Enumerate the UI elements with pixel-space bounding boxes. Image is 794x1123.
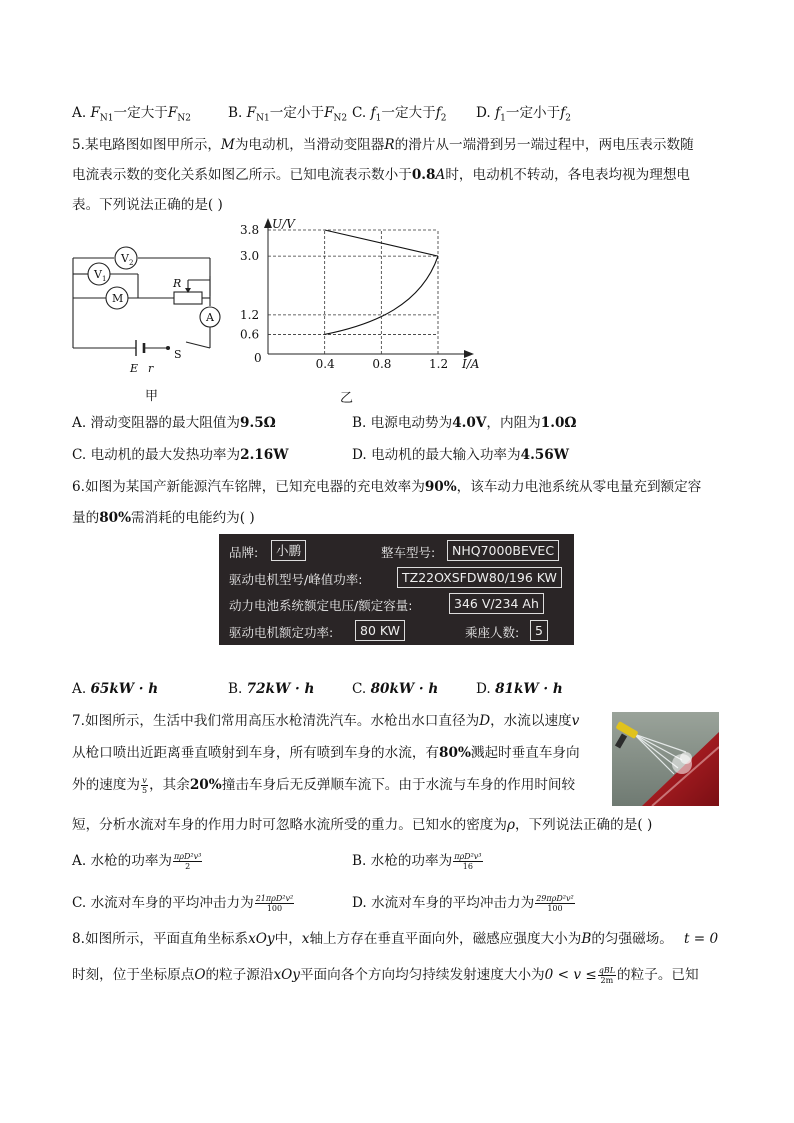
q5-option-b: B. 电源电动势为4.0V，内阻为1.0Ω xyxy=(352,415,577,431)
graph-ylabel: U/V xyxy=(272,217,295,231)
plate-battery-label: 动力电池系统额定电压/额定容量: xyxy=(229,598,413,613)
ytick-label: 3.0 xyxy=(240,249,260,264)
q7-stem-line4: 短，分析水流对车身的作用力时可忽略水流所受的重力。已知水的密度为ρ，下列说法正确的是( ) xyxy=(72,817,653,833)
internal-r-label: r xyxy=(148,362,154,375)
plate-model: NHQ7000BEVEC xyxy=(447,540,559,561)
vehicle-nameplate xyxy=(219,534,574,645)
q5-stem-line2: 电流表示数的变化关系如图乙所示。已知电流表示数小于0.8A时，电动机不转动，各电表均视为理想电 xyxy=(72,167,691,183)
graph-origin: 0 xyxy=(254,351,262,365)
q7-stem-line1: 7.如图所示，生活中我们常用高压水枪清洗汽车。水枪出水口直径为D，水流以速度v xyxy=(72,713,580,729)
v2-sub: 2 xyxy=(129,259,134,267)
plate-motor-label: 驱动电机型号/峰值功率: xyxy=(229,572,363,587)
v2-label: V xyxy=(121,252,129,265)
ui-graph xyxy=(238,214,488,374)
xtick-label: 0.4 xyxy=(315,357,335,371)
q6-option-b: B. 72kW · h xyxy=(228,681,315,697)
q7-stem-line2: 从枪口喷出近距离垂直喷射到车身，所有喷到车身的水流，有80%溅起时垂直车身向 xyxy=(72,745,580,761)
q6-stem-line2: 量的80%需消耗的电能约为( ) xyxy=(72,510,255,526)
q5-option-a: A. 滑动变阻器的最大阻值为9.5Ω xyxy=(72,415,276,431)
q6-option-a: A. 65kW · h xyxy=(72,681,159,697)
plate-seats-label: 乘座人数: xyxy=(465,625,520,640)
graph-xlabel: I/A xyxy=(462,357,480,371)
ytick-label: 3.8 xyxy=(240,223,260,237)
q6-option-d: D. 81kW · h xyxy=(476,681,563,697)
switch-label: S xyxy=(174,348,182,361)
circuit-caption: 甲 xyxy=(145,389,159,404)
q7-option-a: A. 水枪的功率为 $\frac{\text{πρD²v³}}{2}$ xyxy=(72,852,202,871)
q5-option-d: D. 电动机的最大输入功率为4.56W xyxy=(352,447,569,463)
plate-battery: 346 V/234 Ah xyxy=(449,593,544,614)
xtick-label: 0.8 xyxy=(372,357,392,371)
q7-option-b: B. 水枪的功率为 $\frac{\text{πρD²v³}}{16}$ xyxy=(352,852,482,871)
q4-option-d: D. $f_1$一定小于$f_2$ xyxy=(476,105,572,124)
ammeter-label: A xyxy=(206,311,214,324)
circuit-diagram xyxy=(68,238,228,378)
ytick-label: 0.6 xyxy=(240,327,260,342)
v1-sub: 1 xyxy=(102,275,107,283)
plate-brand: 小鹏 xyxy=(271,540,306,561)
resistor-label: R xyxy=(173,277,182,290)
motor-label: M xyxy=(112,292,124,305)
q7-option-c: C. 水流对车身的平均冲击力为 $\frac{\text{21πρD²v²}}{100}$ xyxy=(72,894,294,913)
q4-option-b: B. $F_{N1}$一定小于$F_{N2}$ xyxy=(228,105,348,124)
graph-caption: 乙 xyxy=(340,391,354,406)
xtick-label: 1.2 xyxy=(429,357,449,371)
q5-option-c: C. 电动机的最大发热功率为2.16W xyxy=(72,447,289,463)
q8-stem-line1: 8.如图所示，平面直角坐标系xOy中，x轴上方存在垂直平面向外，磁感应强度大小为B的匀强磁场。 t = 0 xyxy=(72,931,719,947)
q6-option-c: C. 80kW · h xyxy=(352,681,439,697)
plate-motor: TZ22OXSFDW80/196 KW xyxy=(397,567,562,588)
q4-option-a: A. $F_{N1}$一定大于$F_{N2}$ xyxy=(72,105,191,124)
q8-stem-line2: 时刻，位于坐标原点O的粒子源沿xOy平面向各个方向均匀持续发射速度大小为0 < v ≤ $\frac{\text{qBL}}{2m}$ 的粒子。已知 xyxy=(72,966,699,985)
emf-label: E xyxy=(130,362,139,375)
car-wash-photo xyxy=(612,712,719,806)
q7-stem-line3: 外的速度为 $\frac{v}{5}$ ，其余20%撞击车身后无反弹顺车流下。由于水流与车身的作用时间较 xyxy=(72,776,576,795)
plate-rated-label: 驱动电机额定功率: xyxy=(229,625,334,640)
ytick-label: 1.2 xyxy=(240,307,260,322)
v1-label: V xyxy=(94,268,102,281)
plate-seats: 5 xyxy=(530,620,548,641)
q6-stem-line1: 6.如图为某国产新能源汽车铭牌，已知充电器的充电效率为90%，该车动力电池系统从零电量充到额定容 xyxy=(72,479,702,495)
q5-stem-line1: 5.某电路图如图甲所示，M为电动机，当滑动变阻器R的滑片从一端滑到另一端过程中，两电压表示数随 xyxy=(72,137,694,153)
plate-model-label: 整车型号: xyxy=(381,545,436,560)
plate-brand-label: 品牌: xyxy=(229,545,259,560)
plate-rated: 80 KW xyxy=(355,620,405,641)
q7-option-d: D. 水流对车身的平均冲击力为 $\frac{\text{29πρD²v²}}{100}$ xyxy=(352,894,574,913)
q4-option-c: C. $f_1$一定大于$f_2$ xyxy=(352,105,447,124)
q5-stem-line3: 表。下列说法正确的是( ) xyxy=(72,197,223,213)
